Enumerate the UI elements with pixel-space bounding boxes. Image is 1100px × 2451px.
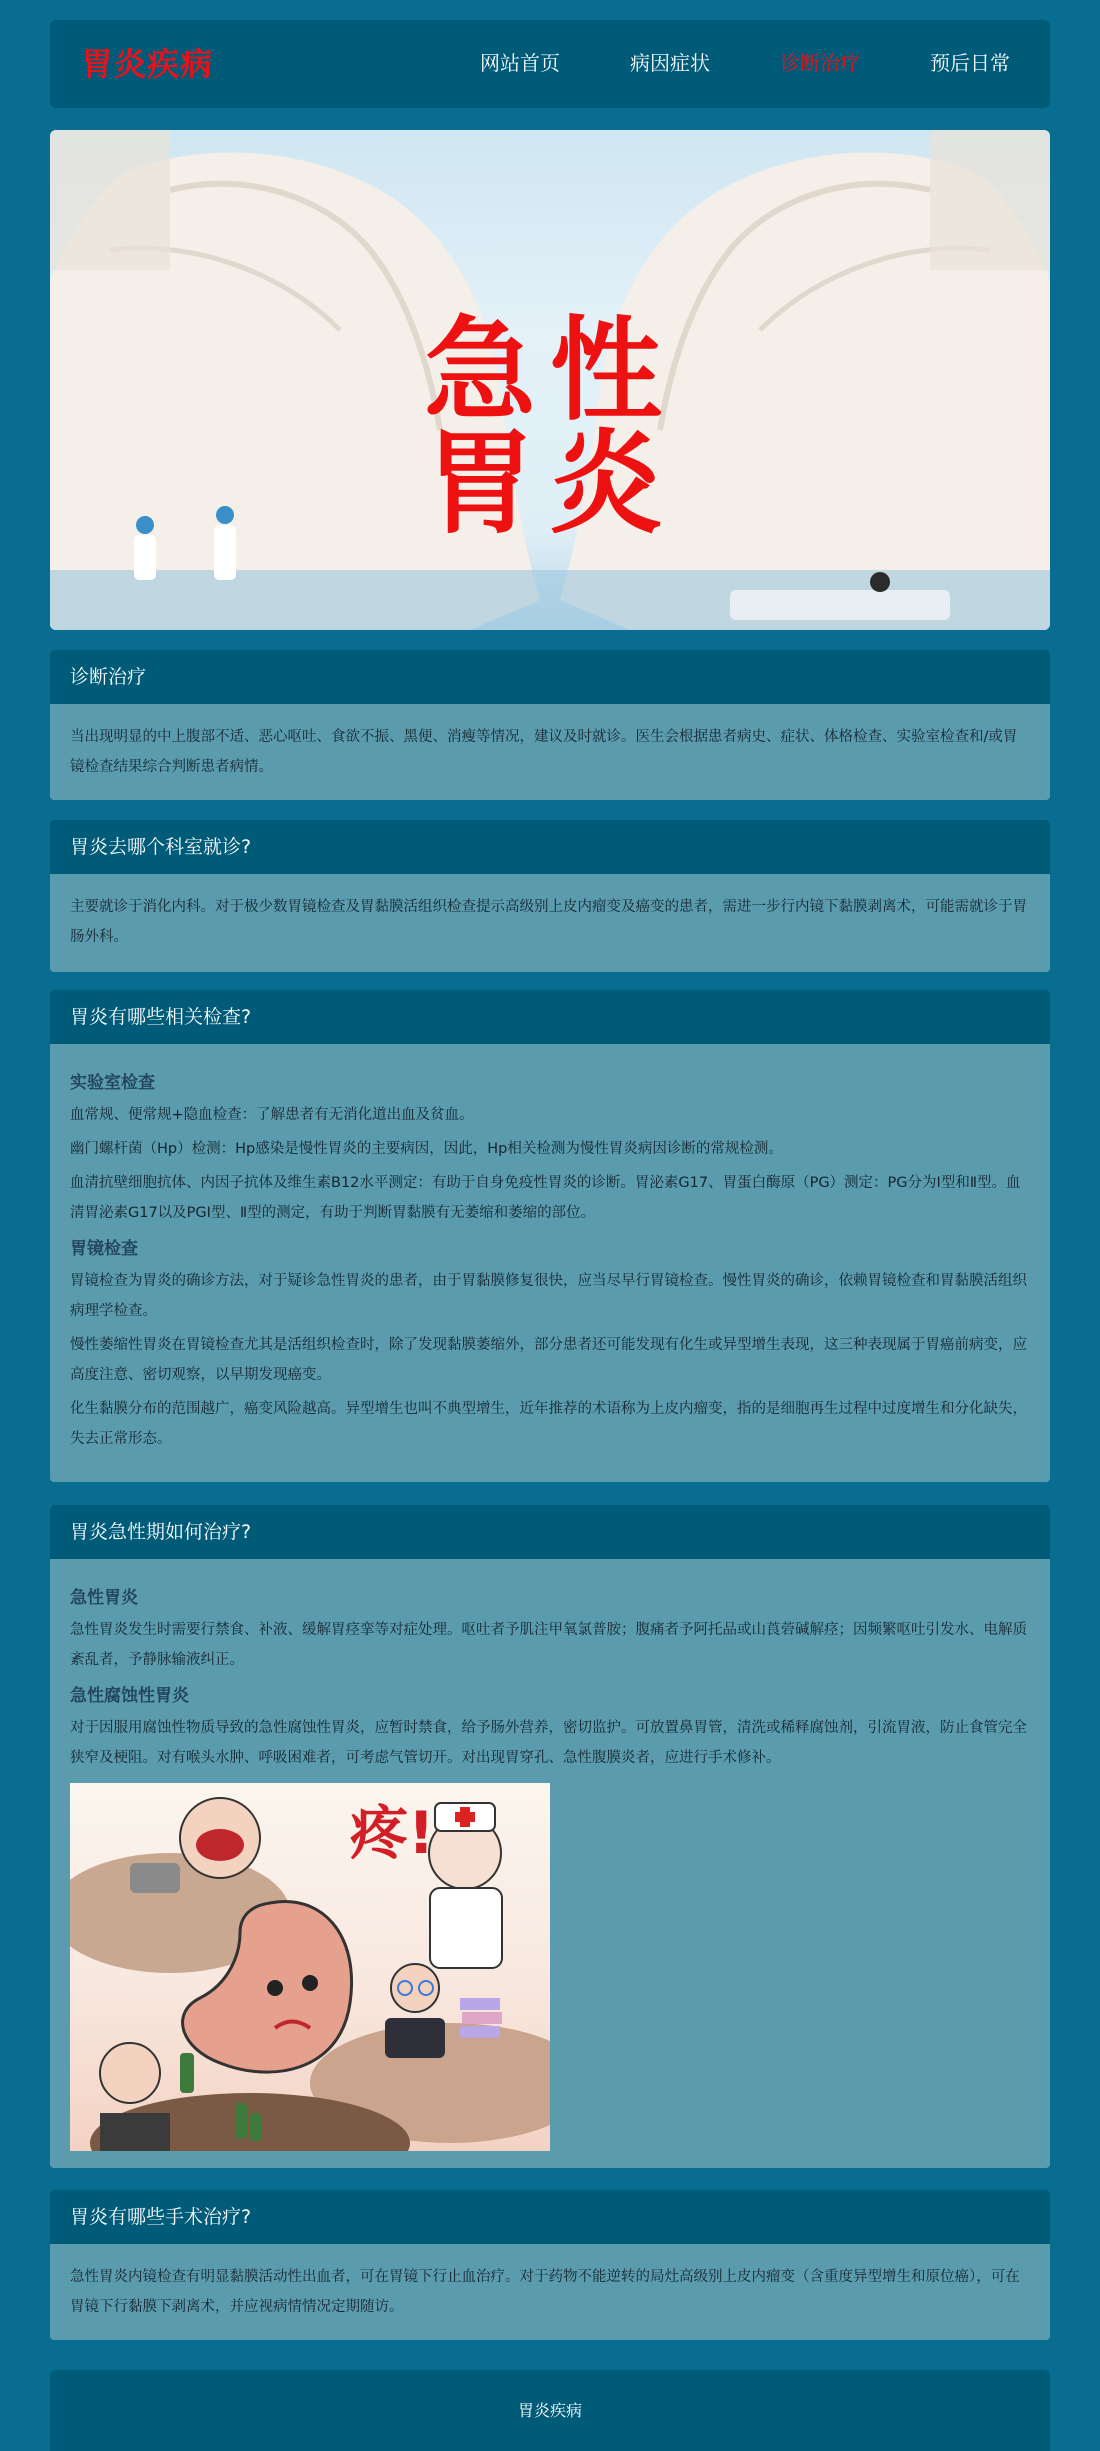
section-acute-treatment: [50, 1505, 1050, 2168]
paragraph: 主要就诊于消化内科。对于极少数胃镜检查及胃黏膜活组织检查提示高级别上皮内瘤变及癌变的患者，需进一步行内镜下黏膜剥离术，可能需就诊于胃肠外科。: [70, 899, 1027, 945]
section-diagnosis: [50, 650, 1050, 800]
paragraph: 血常规、便常规+隐血检查：了解患者有无消化道出血及贫血。: [70, 1107, 474, 1123]
subheading-corrosive-gastritis: 急性腐蚀性胃炎: [70, 1686, 189, 1706]
site-footer: 胃炎疾病: [50, 2370, 1050, 2451]
stomach-pain-cartoon-image: [70, 1783, 550, 2151]
nav-causes-symptoms[interactable]: 病因症状: [630, 51, 710, 75]
section-title: 胃炎去哪个科室就诊?: [50, 820, 1050, 874]
section-title: 胃炎有哪些相关检查?: [50, 990, 1050, 1044]
section-title: 诊断治疗: [50, 650, 1050, 704]
site-header: [50, 20, 1050, 108]
section-surgery: [50, 2190, 1050, 2340]
banner-title-line1: 急性: [424, 306, 676, 436]
section-department: [50, 820, 1050, 972]
section-body: [50, 874, 1050, 972]
section-examinations: [50, 990, 1050, 1482]
section-body: [50, 2244, 1050, 2340]
paragraph: 慢性萎缩性胃炎在胃镜检查尤其是活组织检查时，除了发现黏膜萎缩外，部分患者还可能发现有化生或异型增生表现，这三种表现属于胃癌前病变，应高度注意、密切观察，以早期发现癌变。: [70, 1337, 1027, 1383]
paragraph: 急性胃炎发生时需要行禁食、补液、缓解胃痉挛等对症处理。呕吐者予肌注甲氧氯普胺；腹痛者予阿托品或山莨菪碱解痉；因频繁呕吐引发水、电解质紊乱者，予静脉输液纠正。: [70, 1622, 1027, 1668]
section-body: [50, 1044, 1050, 1476]
nav-prognosis-daily[interactable]: 预后日常: [930, 51, 1010, 75]
paragraph: 幽门螺杆菌（Hp）检测：Hp感染是慢性胃炎的主要病因，因此，Hp相关检测为慢性胃炎病因诊断的常规检测。: [70, 1141, 783, 1157]
paragraph: 急性胃炎内镜检查有明显黏膜活动性出血者，可在胃镜下行止血治疗。对于药物不能逆转的局灶高级别上皮内瘤变（含重度异型增生和原位癌），可在胃镜下行黏膜下剥离术，并应视病情情况定期随访。: [70, 2269, 1020, 2315]
paragraph: 胃镜检查为胃炎的确诊方法，对于疑诊急性胃炎的患者，由于胃黏膜修复很快，应当尽早行胃镜检查。慢性胃炎的确诊，依赖胃镜检查和胃黏膜活组织病理学检查。: [70, 1273, 1027, 1319]
section-body: [50, 704, 1050, 800]
cartoon-pain-text: 疼!: [350, 1799, 435, 1867]
hero-banner: [50, 130, 1050, 630]
banner-title-line2: 胃炎: [424, 419, 676, 549]
subheading-gastroscopy: 胃镜检查: [70, 1239, 138, 1259]
paragraph: 血清抗壁细胞抗体、内因子抗体及维生素B12水平测定：有助于自身免疫性胃炎的诊断。胃泌素G17、胃蛋白酶原（PG）测定：PG分为Ⅰ型和Ⅱ型。血清胃泌素G17以及PGⅠ型、Ⅱ型的测定，有助于判断胃黏膜有无萎缩和萎缩的部位。: [70, 1175, 1021, 1221]
subheading-acute-gastritis: 急性胃炎: [70, 1588, 138, 1608]
cartoon-illustration: [70, 1783, 550, 2151]
section-title: 胃炎急性期如何治疗?: [50, 1505, 1050, 1559]
paragraph: 对于因服用腐蚀性物质导致的急性腐蚀性胃炎，应暂时禁食，给予肠外营养，密切监护。可放置鼻胃管，清洗或稀释腐蚀剂，引流胃液，防止食管完全狭窄及梗阻。对有喉头水肿、呼吸困难者，可考虑气管切开。对出现胃穿孔、急性腹膜炎者，应进行手术修补。: [70, 1720, 1027, 1766]
paragraph: 当出现明显的中上腹部不适、恶心呕吐、食欲不振、黑便、消瘦等情况，建议及时就诊。医生会根据患者病史、症状、体格检查、实验室检查和/或胃镜检查结果综合判断患者病情。: [70, 729, 1018, 775]
subheading-lab-tests: 实验室检查: [70, 1073, 155, 1093]
nav-diagnosis-treatment[interactable]: 诊断治疗: [780, 51, 860, 75]
nav-home[interactable]: 网站首页: [480, 51, 560, 75]
site-logo[interactable]: 胃炎疾病: [81, 45, 214, 83]
paragraph: 化生黏膜分布的范围越广，癌变风险越高。异型增生也叫不典型增生，近年推荐的术语称为上皮内瘤变，指的是细胞再生过程中过度增生和分化缺失，失去正常形态。: [70, 1401, 1027, 1447]
section-title: 胃炎有哪些手术治疗?: [50, 2190, 1050, 2244]
section-body: [50, 1559, 1050, 2168]
